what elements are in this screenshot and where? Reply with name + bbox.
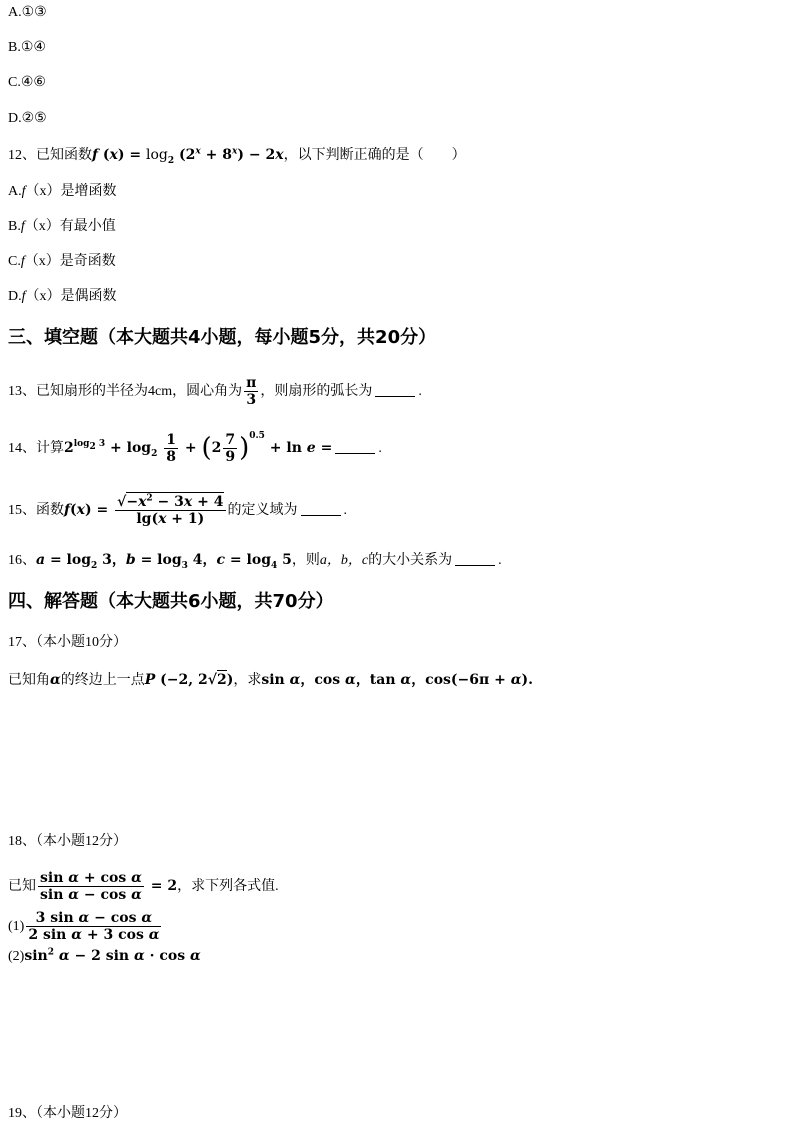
answer-blank xyxy=(375,382,415,397)
q18-title: 18、（本小题12分） xyxy=(8,834,127,849)
q13 xyxy=(8,374,422,410)
q16-mid: ，则 xyxy=(291,553,320,568)
q17-prefix: 已知角 xyxy=(8,673,50,688)
frac-numerator: π xyxy=(246,375,257,392)
q11-option-c: C.④⑥ xyxy=(8,75,46,90)
q15 xyxy=(8,490,347,531)
q17-title: 17、（本小题10分） xyxy=(8,635,127,650)
q18-prefix: 已知 xyxy=(8,879,36,894)
option-arg: （x） xyxy=(25,289,61,304)
option-arg: （x） xyxy=(24,219,60,234)
option-text: 是增函数 xyxy=(60,184,117,199)
q14-formula: $2^{log_2 3} + \log_2$ $\frac{1}{8}$ + (2 $\frac{7}{9}$ )$^{0.5}$ + ln e = xyxy=(64,431,333,465)
option-text: 有最小值 xyxy=(59,219,116,234)
q14-prefix: 14、计算 xyxy=(8,441,64,456)
answer-blank xyxy=(301,501,341,516)
answer-blank xyxy=(335,439,375,454)
q13-prefix: 13、已知扇形的半径为4cm，圆心角为 xyxy=(8,384,243,399)
option-func: f xyxy=(21,289,26,304)
q17-body xyxy=(8,668,533,693)
alpha-symbol: α xyxy=(50,672,61,688)
section-3-heading: 三、填空题（本大题共4小题，每小题5分，共20分） xyxy=(8,327,437,348)
q11-option-a: A.①③ xyxy=(8,5,47,20)
q18-condition: $\frac{\text{sin α + cos α}}{\text{sin α − cos α}}$ = 2 xyxy=(40,869,178,903)
q16-formula: $a = \log_2 3$，$b = \log_3 4$，$c = \log_4 5$ xyxy=(36,552,292,571)
q16-suffix: 的大小关系为 xyxy=(368,553,453,568)
q14 xyxy=(8,426,382,471)
q17-targets: sin α，cos α，tan α，cos(−6π + α). xyxy=(261,672,534,688)
q13-suffix: ，则扇形的弧长为 xyxy=(260,384,373,399)
q18-suffix: ，求下列各式值. xyxy=(177,879,279,894)
option-text: 是偶函数 xyxy=(60,289,117,304)
q15-end: . xyxy=(343,503,348,518)
q12-stem-suffix: ，以下判断正确的是（ ） xyxy=(283,148,466,163)
q19-title: 19、（本小题12分） xyxy=(8,1106,127,1121)
frac-denominator: 3 xyxy=(246,392,257,409)
option-arg: （x） xyxy=(25,184,61,199)
q16-vars: a，b，c xyxy=(319,553,369,568)
q12-option-d xyxy=(8,287,117,307)
q16 xyxy=(8,550,502,571)
q13-fraction xyxy=(244,375,258,408)
q18-part-1-formula: $\frac{\text{3 sin α − cos α}}{\text{2 sin α + 3 cos α}}$ xyxy=(28,909,160,943)
q12-option-c xyxy=(8,252,116,272)
answer-blank xyxy=(455,551,495,566)
q12-stem-prefix: 12、已知函数 xyxy=(8,148,92,163)
part-label: (2) xyxy=(8,949,25,964)
option-letter: B. xyxy=(8,219,21,234)
q13-end: . xyxy=(418,384,422,399)
q17-mid: 的终边上一点 xyxy=(60,673,145,688)
q11-option-b: B.①④ xyxy=(8,40,46,55)
q18-part-2 xyxy=(8,946,201,967)
part-label: (1) xyxy=(8,919,25,934)
q16-end: . xyxy=(498,553,502,568)
option-func: f xyxy=(21,184,26,199)
option-text: 是奇函数 xyxy=(59,254,116,269)
q12-option-b xyxy=(8,217,116,237)
q15-suffix: 的定义域为 xyxy=(227,503,298,518)
option-arg: （x） xyxy=(24,254,60,269)
q17-ask: ，求 xyxy=(233,673,262,688)
q12-stem xyxy=(8,145,466,166)
q12-option-a xyxy=(8,182,117,202)
option-letter: D. xyxy=(8,289,22,304)
option-letter: A. xyxy=(8,184,22,199)
q18-body xyxy=(8,866,279,907)
q16-prefix: 16、 xyxy=(8,553,36,568)
q12-formula: f $(x) = \log_2 (2^x + 8^x) - 2x$ xyxy=(92,146,284,166)
q18-part-2-formula: $\sin^2 \alpha - 2$ sin α · cos α xyxy=(24,947,201,964)
option-func: f xyxy=(20,254,25,269)
q17-point: P (−2, 2√2) xyxy=(144,672,234,688)
q11-option-d: D.②⑤ xyxy=(8,111,47,126)
section-4-heading: 四、解答题（本大题共6小题，共70分） xyxy=(8,591,334,612)
q15-formula: f(x) = $\frac{√-x^2 - 3x + 4}{\lg(x + 1)}$ xyxy=(64,492,224,527)
option-letter: C. xyxy=(8,254,21,269)
option-func: f xyxy=(20,219,25,234)
q14-end: . xyxy=(378,441,382,456)
q15-prefix: 15、函数 xyxy=(8,503,64,518)
q18-part-1 xyxy=(8,906,163,947)
